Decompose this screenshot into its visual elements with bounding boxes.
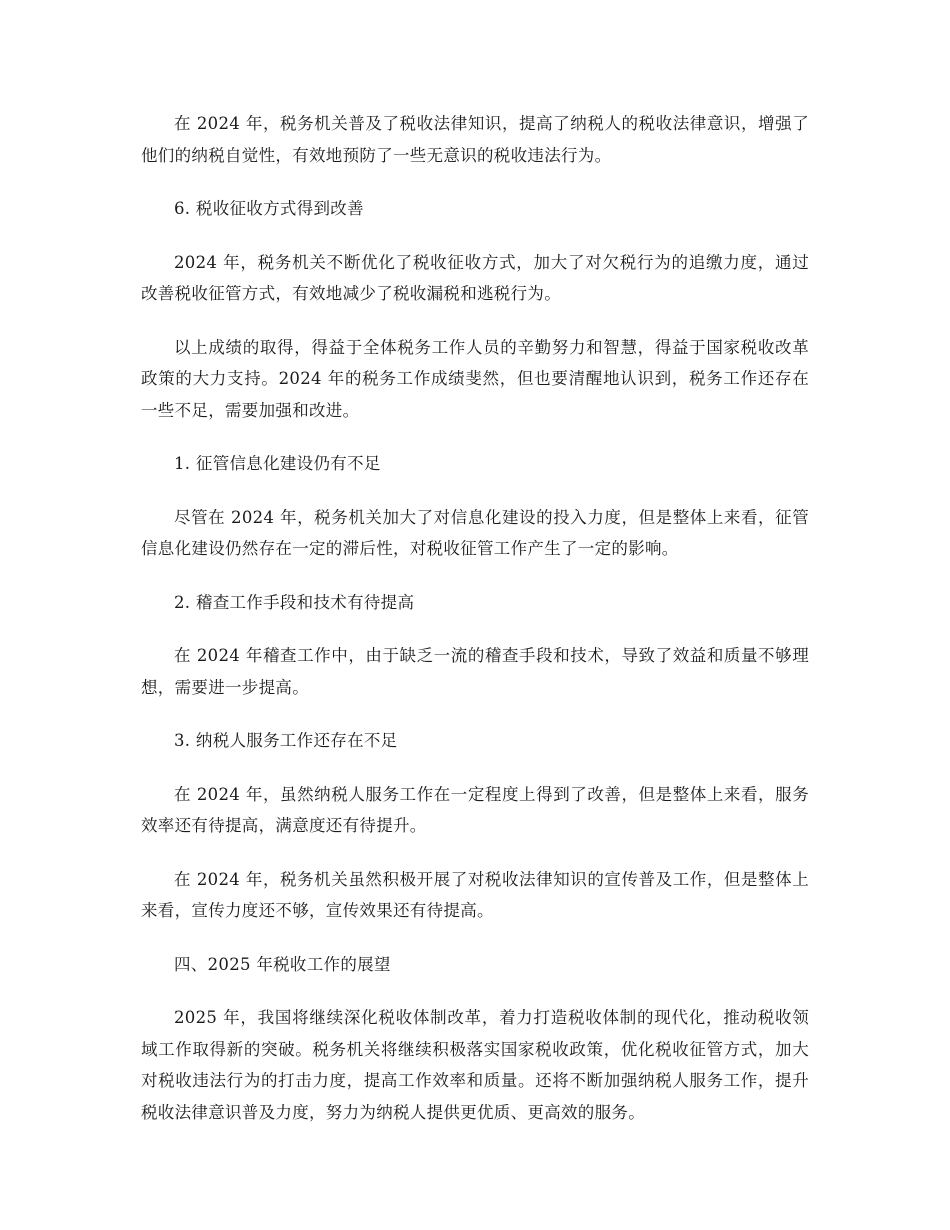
section-heading-taxpayer-service: 3. 纳税人服务工作还存在不足 — [174, 731, 398, 750]
paragraph-informatization: 尽管在 2024 年，税务机关加大了对信息化建设的投入力度，但是整体上来看，征管信息化建设仍然存在一定的滞后性，对税收征管工作产生了一定的影响。 — [141, 507, 809, 558]
section-heading-collection-methods: 6. 税收征收方式得到改善 — [174, 199, 364, 218]
paragraph-law-awareness: 在 2024 年，税务机关普及了税收法律知识，提高了纳税人的税收法律意识，增强了他们的纳税自觉性，有效地预防了一些无意识的税收违法行为。 — [141, 114, 809, 165]
section-heading-2025-outlook: 四、2025 年税收工作的展望 — [174, 954, 391, 974]
paragraph-inspection: 在 2024 年稽查工作中，由于缺乏一流的稽查手段和技术，导致了效益和质量不够理想，需要进一步提高。 — [141, 646, 809, 697]
document-page — [141, 108, 809, 1150]
section-heading-informatization: 1. 征管信息化建设仍有不足 — [174, 454, 381, 473]
paragraph-achievements-summary: 以上成绩的取得，得益于全体税务工作人员的辛勤努力和智慧，得益于国家税收改革政策的大力支持。2024 年的税务工作成绩斐然，但也要清醒地认识到，税务工作还存在一些不足，需要加强和改进。 — [141, 337, 809, 420]
paragraph-collection-methods: 2024 年，税务机关不断优化了税收征收方式，加大了对欠税行为的追缴力度，通过改善税收征管方式，有效地减少了税收漏税和逃税行为。 — [141, 252, 809, 303]
paragraph-2025-outlook: 2025 年，我国将继续深化税收体制改革，着力打造税收体制的现代化，推动税收领域工作取得新的突破。税务机关将继续积极落实国家税收政策，优化税收征管方式，加大对税收违法行为的打击力度，提高工作效率和质量。还将不断加强纳税人服务工作，提升税收法律意识普及力度，努力为纳税人提供更优质、更高效的服务。 — [141, 1008, 809, 1122]
paragraph-taxpayer-service: 在 2024 年，虽然纳税人服务工作在一定程度上得到了改善，但是整体上来看，服务效率还有待提高，满意度还有待提升。 — [141, 784, 809, 835]
paragraph-law-publicity: 在 2024 年，税务机关虽然积极开展了对税收法律知识的宣传普及工作，但是整体上来看，宣传力度还不够，宣传效果还有待提高。 — [141, 869, 809, 920]
section-heading-inspection: 2. 稽查工作手段和技术有待提高 — [174, 592, 415, 612]
